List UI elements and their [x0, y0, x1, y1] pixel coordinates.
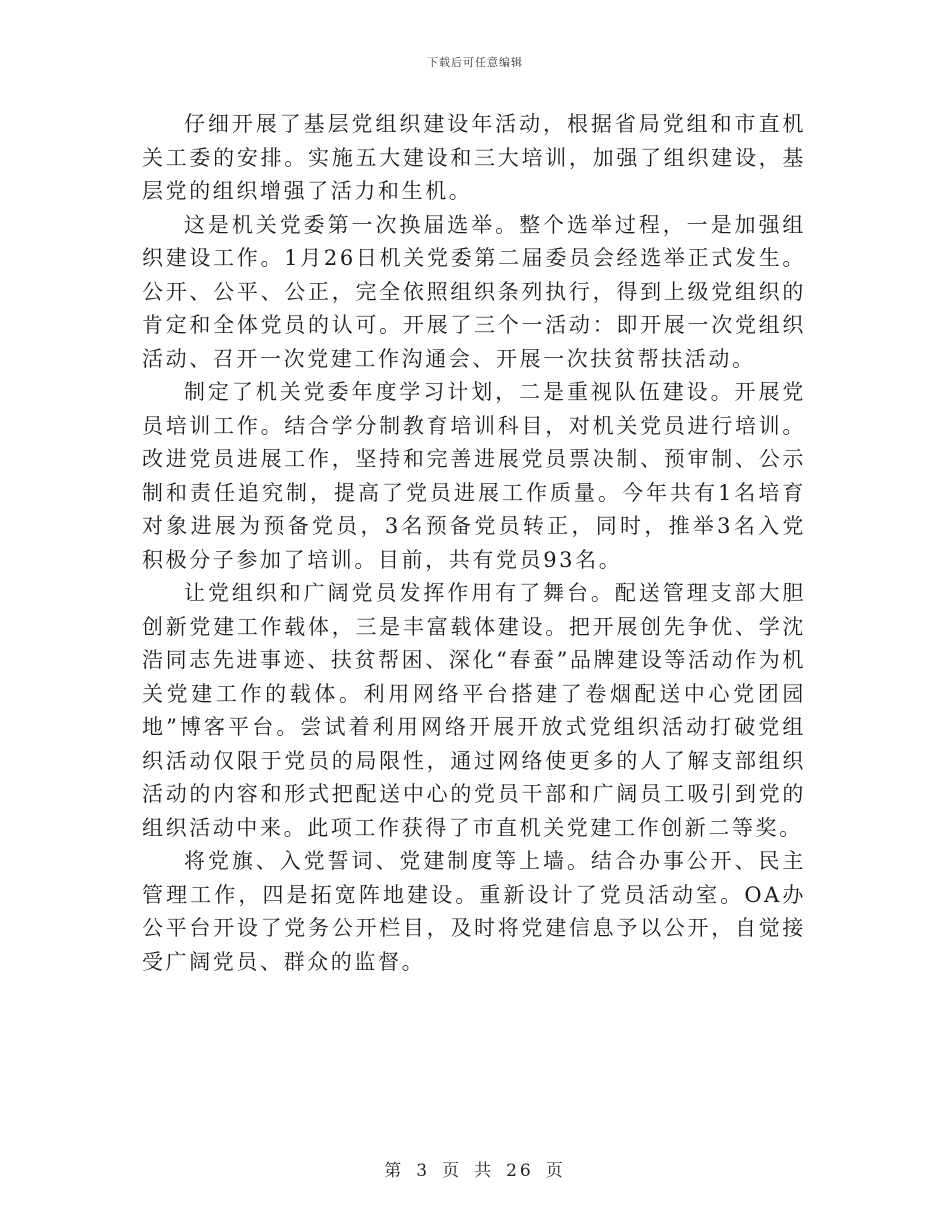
current-page-number: 3	[416, 1161, 431, 1181]
paragraph-5: 将党旗、入党誓词、党建制度等上墙。结合办事公开、民主管理工作，四是拓宽阵地建设。重新设计了党员活动室。OA办公平台开设了党务公开栏目，及时将党建信息予以公开，自觉接受广阔党员、群众的监督。	[142, 849, 806, 974]
page-header: 下载后可任意编辑	[427, 56, 523, 69]
footer-suffix: 页	[545, 1161, 566, 1181]
footer-prefix: 第	[384, 1161, 405, 1181]
footer-total-word: 共	[474, 1161, 495, 1181]
paragraph-3: 制定了机关党委年度学习计划，二是重视队伍建设。开展党员培训工作。结合学分制教育培训科目，对机关党员进行培训。改进党员进展工作，坚持和完善进展党员票决制、预审制、公示制和责任追究制，提高了党员进展工作质量。今年共有1名培育对象进展为预备党员，3名预备党员转正，同时，推举3名入党积极分子参加了培训。目前，共有党员93名。	[142, 380, 806, 572]
paragraph-4: 让党组织和广阔党员发挥作用有了舞台。配送管理支部大胆创新党建工作载体，三是丰富载体建设。把开展创先争优、学沈浩同志先进事迹、扶贫帮困、深化“春蚕”品牌建设等活动作为机关党建工作的载体。利用网络平台搭建了卷烟配送中心党团园地”博客平台。尝试着利用网络开展开放式党组织活动打破党组织活动仅限于党员的局限性，通过网络使更多的人了解支部组织活动的内容和形式把配送中心的党员干部和广阔员工吸引到党的组织活动中来。此项工作获得了市直机关党建工作创新二等奖。	[142, 581, 806, 840]
paragraph-1: 仔细开展了基层党组织建设年活动，根据省局党组和市直机关工委的安排。实施五大建设和三大培训，加强了组织建设，基层党的组织增强了活力和生机。	[142, 112, 806, 203]
footer-page-word: 页	[442, 1161, 463, 1181]
total-pages-number: 26	[506, 1161, 534, 1181]
paragraph-2: 这是机关党委第一次换届选举。整个选举过程，一是加强组织建设工作。1月26日机关党委第二届委员会经选举正式发生。公开、公平、公正，完全依照组织条列执行，得到上级党组织的肯定和全体党员的认可。开展了三个一活动：即开展一次党组织活动、召开一次党建工作沟通会、开展一次扶贫帮扶活动。	[142, 212, 806, 371]
document-body	[142, 108, 806, 979]
page-footer	[0, 1156, 950, 1181]
